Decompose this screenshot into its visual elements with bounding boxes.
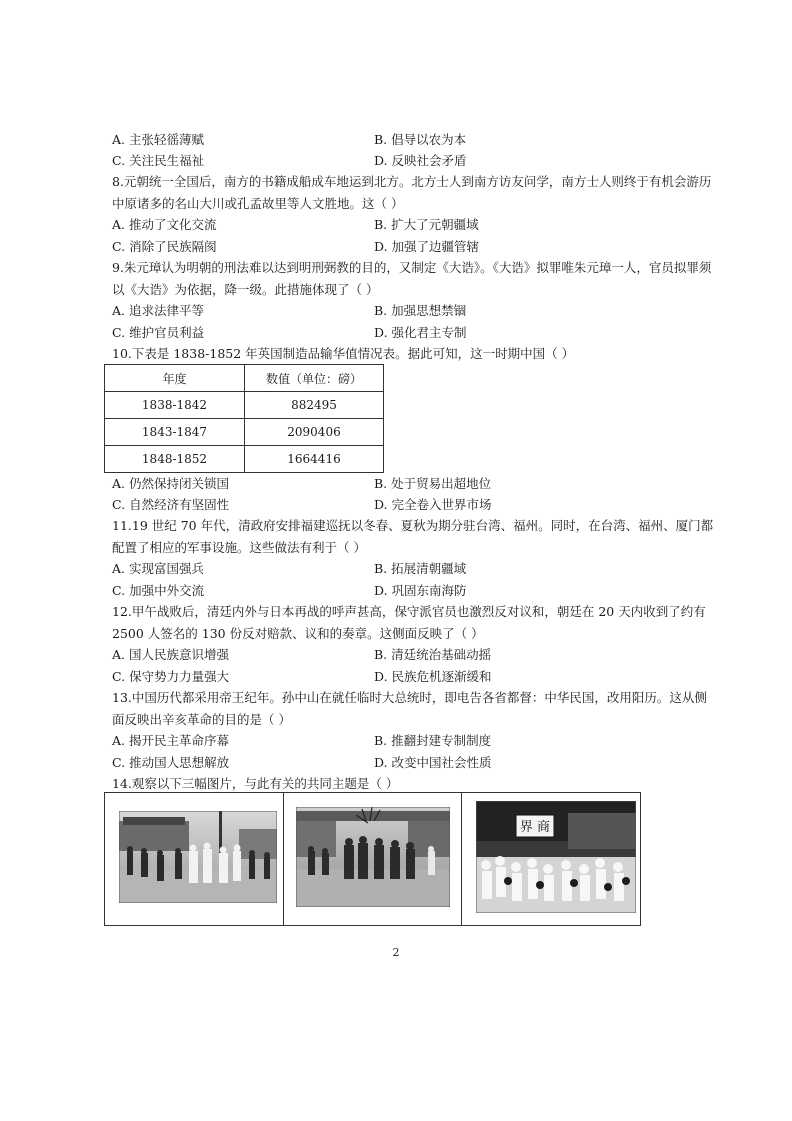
q11-stem-line2: 配置了相应的军事设施。这些做法有利于（ ） — [112, 540, 366, 555]
table-row — [105, 446, 384, 473]
q9-option-b: B. 加强思想禁锢 — [374, 303, 467, 318]
q7-option-a: A. 主张轻徭薄赋 — [112, 132, 204, 147]
table-cell-year: 1838-1842 — [105, 392, 245, 419]
photo-1-image — [119, 811, 277, 903]
q12-option-c: C. 保守势力力量强大 — [112, 669, 230, 684]
q13-option-d: D. 改变中国社会性质 — [374, 755, 492, 770]
q9-option-c: C. 维护官员利益 — [112, 325, 205, 340]
q10-stem: 10.下表是 1838-1852 年英国制造品输华值情况表。据此可知，这一时期中国（ ） — [112, 346, 575, 361]
q11-option-d: D. 巩固东南海防 — [374, 583, 467, 598]
q8-option-d: D. 加强了边疆管辖 — [374, 239, 480, 254]
q12-option-d: D. 民族危机逐渐缓和 — [374, 669, 492, 684]
q14-stem: 14.观察以下三幅图片，与此有关的共同主题是（ ） — [112, 776, 399, 791]
q12-option-a: A. 国人民族意识增强 — [112, 647, 229, 662]
table-header-value: 数值（单位：磅） — [245, 365, 384, 392]
photo-procession-2 — [284, 793, 463, 925]
q12-option-b: B. 清廷统治基础动摇 — [374, 647, 492, 662]
q7-option-c: C. 关注民生福祉 — [112, 153, 205, 168]
q9-option-a: A. 追求法律平等 — [112, 303, 204, 318]
table-cell-value: 1664416 — [245, 446, 384, 473]
q10-option-b: B. 处于贸易出超地位 — [374, 476, 492, 491]
photo-crowd-3 — [462, 793, 640, 925]
table-cell-year: 1848-1852 — [105, 446, 245, 473]
q13-option-a: A. 揭开民主革命序幕 — [112, 733, 229, 748]
q14-photo-strip — [104, 792, 641, 926]
photo-3-sign-text: 界 商 — [520, 820, 551, 835]
photo-3-image — [476, 801, 636, 913]
q8-stem-line2: 中原诸多的名山大川或孔孟故里等人文胜地。这（ ） — [112, 196, 404, 211]
q8-stem-line1: 8.元朝统一全国后，南方的书籍成船成车地运到北方。北方士人到南方访友问学，南方士人则终于有机会游历 — [112, 174, 712, 189]
q13-option-c: C. 推动国人思想解放 — [112, 755, 230, 770]
q12-stem-line1: 12.甲午战败后，清廷内外与日本再战的呼声甚高，保守派官员也激烈反对议和，朝廷在 20 天内收到了约有 — [112, 604, 706, 619]
q10-trade-table — [104, 364, 384, 473]
q8-option-b: B. 扩大了元朝疆域 — [374, 217, 479, 232]
q8-option-a: A. 推动了文化交流 — [112, 217, 217, 232]
q9-option-d: D. 强化君主专制 — [374, 325, 467, 340]
q13-option-b: B. 推翻封建专制制度 — [374, 733, 492, 748]
q12-stem-line2: 2500 人签名的 130 份反对赔款、议和的奏章。这侧面反映了（ ） — [112, 626, 484, 641]
q9-stem-line2: 以《大诰》为依据，降一级。此措施体现了（ ） — [112, 282, 379, 297]
q10-option-a: A. 仍然保持闭关锁国 — [112, 476, 229, 491]
photo-procession-1 — [105, 793, 284, 925]
photo-2-image — [296, 807, 450, 907]
q13-stem-line1: 13.中国历代都采用帝王纪年。孙中山在就任临时大总统时，即电告各省都督：中华民国，改用阳历。这从侧 — [112, 690, 707, 705]
page-number: 2 — [392, 946, 400, 959]
table-cell-year: 1843-1847 — [105, 419, 245, 446]
table-cell-value: 882495 — [245, 392, 384, 419]
table-cell-value: 2090406 — [245, 419, 384, 446]
q11-option-a: A. 实现富国强兵 — [112, 561, 204, 576]
q7-option-d: D. 反映社会矛盾 — [374, 153, 467, 168]
q8-option-c: C. 消除了民族隔阂 — [112, 239, 217, 254]
q11-stem-line1: 11.19 世纪 70 年代，清政府安排福建巡抚以冬春、夏秋为期分驻台湾、福州。同时，在台湾、福州、厦门都 — [112, 518, 714, 533]
q10-option-d: D. 完全卷入世界市场 — [374, 497, 492, 512]
table-row — [105, 392, 384, 419]
q13-stem-line2: 面反映出辛亥革命的目的是（ ） — [112, 712, 291, 727]
table-header-row — [105, 365, 384, 392]
q11-option-b: B. 拓展清朝疆域 — [374, 561, 467, 576]
q10-option-c: C. 自然经济有坚固性 — [112, 497, 230, 512]
table-row — [105, 419, 384, 446]
q7-option-b: B. 倡导以农为本 — [374, 132, 467, 147]
q9-stem-line1: 9.朱元璋认为明朝的刑法难以达到明刑弼教的目的，又制定《大诰》。《大诰》拟罪唯朱元璋一人，官员拟罪须 — [112, 260, 712, 275]
table-header-year: 年度 — [105, 365, 245, 392]
q11-option-c: C. 加强中外交流 — [112, 583, 205, 598]
